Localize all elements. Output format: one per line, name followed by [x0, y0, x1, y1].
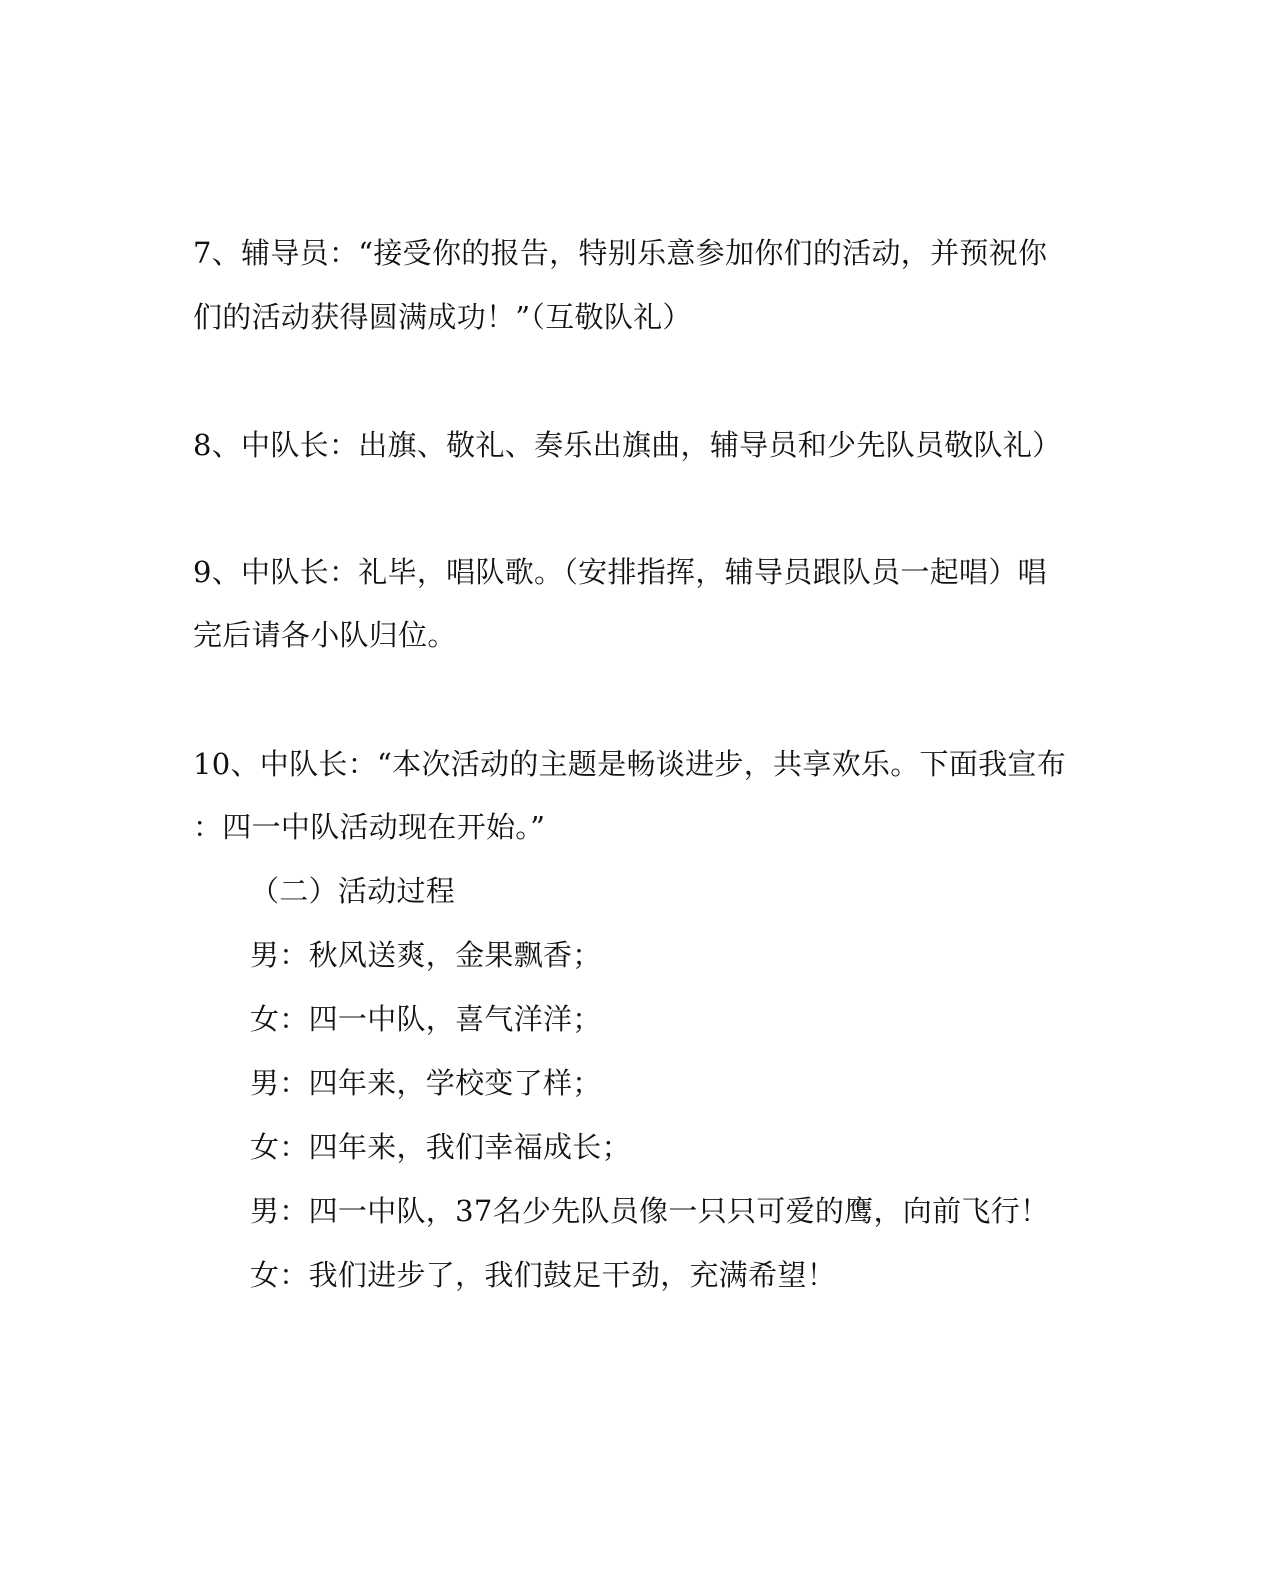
paragraph-10-line-1: 10、中队长：“本次活动的主题是畅谈进步，共享欢乐。下面我宣布: [193, 747, 1067, 781]
paragraph-9-line-2: 完后请各小队归位。: [193, 618, 457, 652]
paragraph-7-line-2: 们的活动获得圆满成功！”（互敬队礼）: [193, 300, 692, 334]
paragraph-8-line-1: 8、中队长：出旗、敬礼、奏乐出旗曲，辅导员和少先队员敬队礼）: [193, 428, 1062, 462]
paragraph-7-line-1: 7、辅导员：“接受你的报告，特别乐意参加你们的活动，并预祝你: [193, 236, 1048, 270]
dialogue-line-3: 男：四年来，学校变了样；: [250, 1066, 602, 1100]
dialogue-line-1: 男：秋风送爽，金果飘香；: [250, 938, 602, 972]
dialogue-line-6: 女：我们进步了，我们鼓足干劲，充满希望！: [250, 1258, 837, 1292]
paragraph-10-line-2: ：四一中队活动现在开始。”: [193, 810, 546, 844]
dialogue-line-2: 女：四一中队，喜气洋洋；: [250, 1002, 602, 1036]
section-heading: （二）活动过程: [250, 874, 456, 908]
dialogue-line-5: 男：四一中队，37名少先队员像一只只可爱的鹰，向前飞行！: [250, 1194, 1050, 1228]
paragraph-9-line-1: 9、中队长：礼毕，唱队歌。（安排指挥，辅导员跟队员一起唱）唱: [193, 555, 1047, 589]
dialogue-line-4: 女：四年来，我们幸福成长；: [250, 1130, 631, 1164]
